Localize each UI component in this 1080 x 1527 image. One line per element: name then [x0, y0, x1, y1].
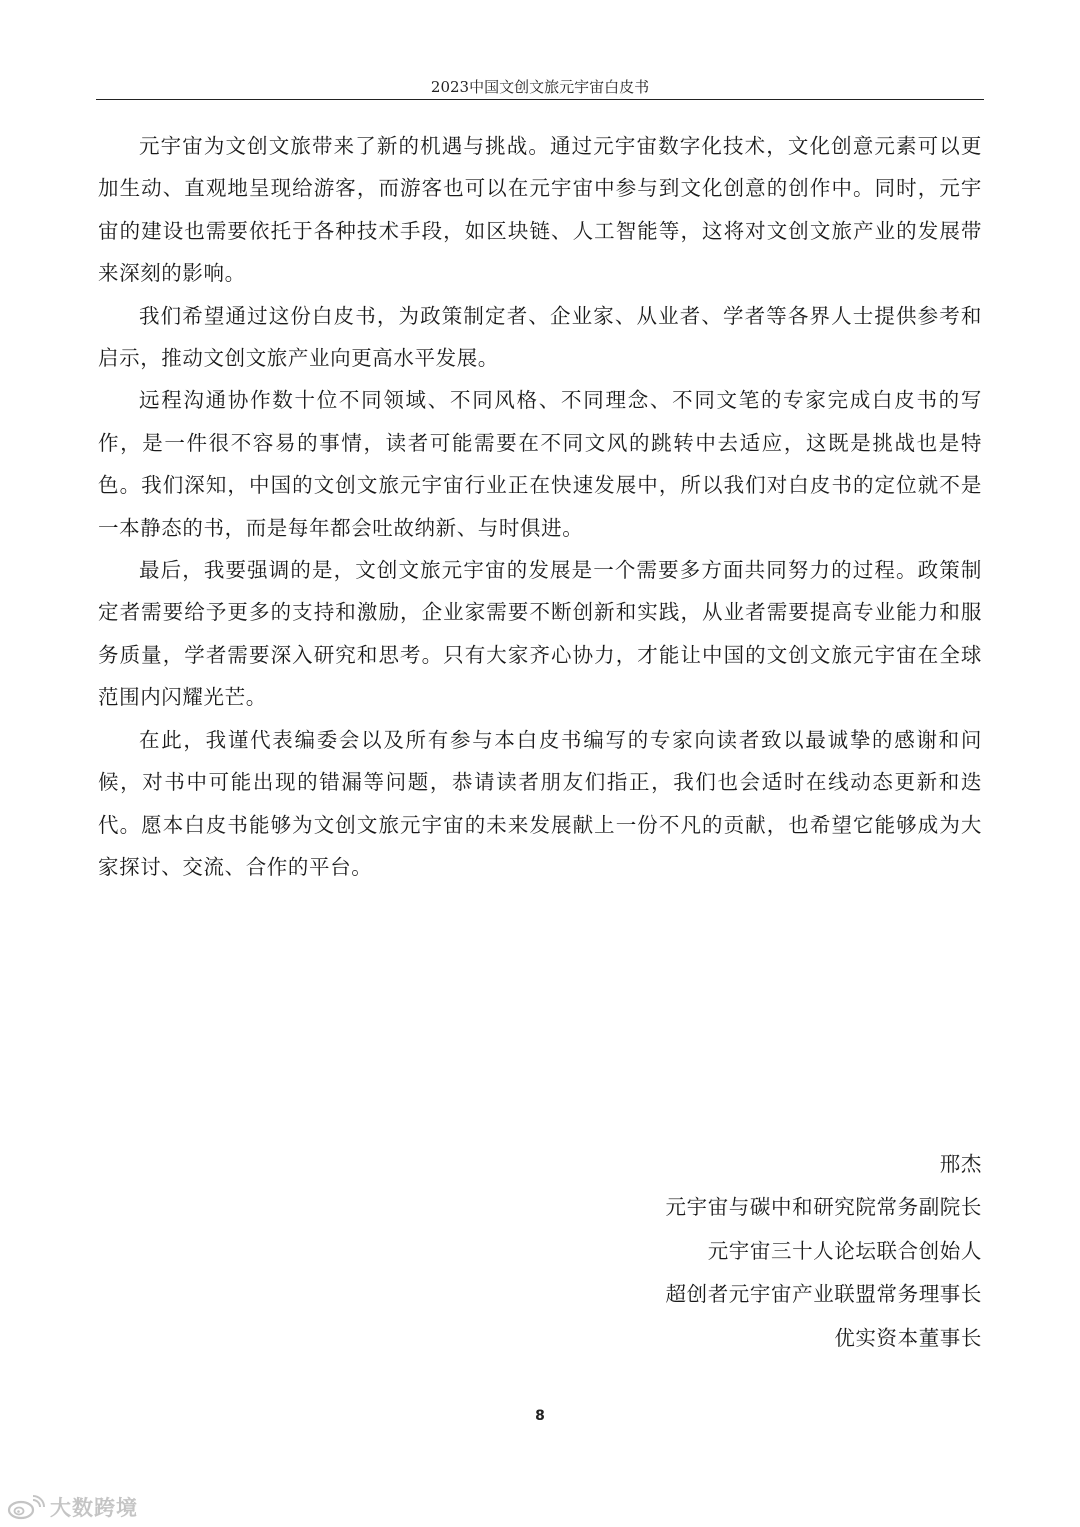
signature-title-2: 元宇宙三十人论坛联合创始人: [707, 1238, 982, 1263]
page-header: 2023中国文创文旅元宇宙白皮书: [430, 78, 650, 96]
watermark-text: 大数跨境: [50, 1496, 138, 1520]
signature-title-1: 元宇宙与碳中和研究院常务副院长: [665, 1195, 982, 1220]
body-text: [98, 125, 982, 888]
paragraph-1: 元宇宙为文创文旅带来了新的机遇与挑战。通过元宇宙数字化技术，文化创意元素可以更加生动、直观地呈现给游客，而游客也可以在元宇宙中参与到文化创意的创作中。同时，元宇宙的建设也需要依托于各种技术手段，如区块链、人工智能等，这将对文创文旅产业的发展带来深刻的影响。: [98, 134, 982, 286]
signature-title-3: 超创者元宇宙产业联盟常务理事长: [665, 1282, 982, 1307]
paragraph-2: 我们希望通过这份白皮书，为政策制定者、企业家、从业者、学者等各界人士提供参考和启示，推动文创文旅产业向更高水平发展。: [98, 303, 982, 371]
paragraph-4: 最后，我要强调的是，文创文旅元宇宙的发展是一个需要多方面共同努力的过程。政策制定者需要给予更多的支持和激励，企业家需要不断创新和实践，从业者需要提高专业能力和服务质量，学者需要深入研究和思考。只有大家齐心协力，才能让中国的文创文旅元宇宙在全球范围内闪耀光芒。: [98, 558, 982, 710]
signature-name: 邢杰: [939, 1152, 982, 1176]
weibo-logo-icon: [6, 1494, 46, 1520]
header-divider: [96, 99, 984, 100]
signature-block: [482, 1143, 982, 1360]
watermark: [6, 1492, 138, 1522]
paragraph-3: 远程沟通协作数十位不同领域、不同风格、不同理念、不同文笔的专家完成白皮书的写作，是一件很不容易的事情，读者可能需要在不同文风的跳转中去适应，这既是挑战也是特色。我们深知，中国的文创文旅元宇宙行业正在快速发展中，所以我们对白皮书的定位就不是一本静态的书，而是每年都会吐故纳新、与时俱进。: [98, 388, 982, 540]
paragraph-5: 在此，我谨代表编委会以及所有参与本白皮书编写的专家向读者致以最诚挚的感谢和问候，对书中可能出现的错漏等问题，恭请读者朋友们指正，我们也会适时在线动态更新和迭代。愿本白皮书能够为文创文旅元宇宙的未来发展献上一份不凡的贡献，也希望它能够成为大家探讨、交流、合作的平台。: [98, 727, 982, 879]
signature-title-4: 优实资本董事长: [834, 1325, 982, 1350]
page-number: 8: [535, 1408, 545, 1424]
